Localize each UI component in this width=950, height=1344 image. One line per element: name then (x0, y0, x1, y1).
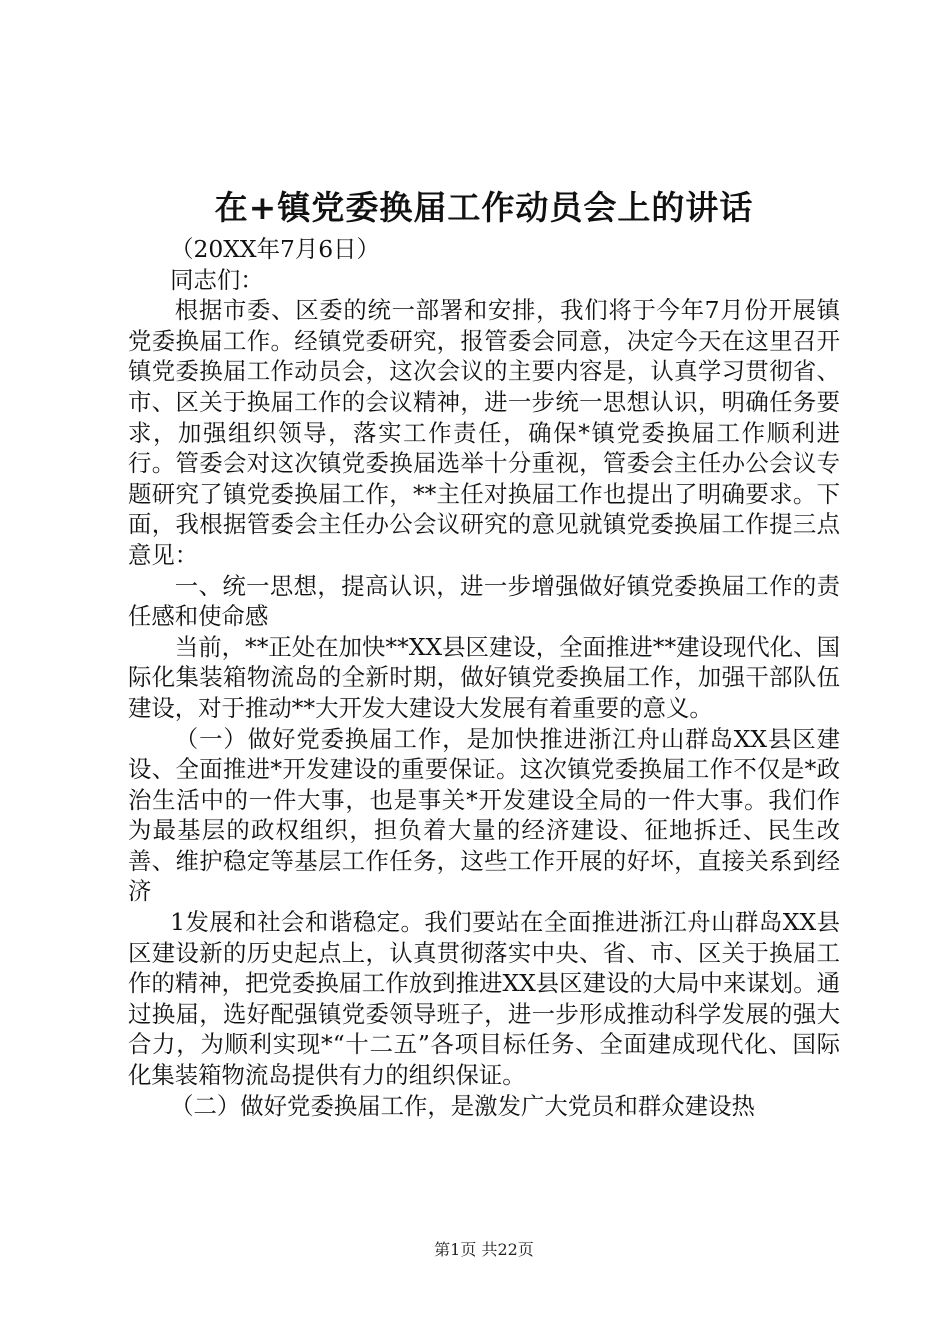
paragraph-point-2: （二）做好党委换届工作，是激发广大党员和群众建设热 (170, 1091, 755, 1120)
paragraph-intro: 根据市委、区委的统一部署和安排，我们将于今年7月份开展镇党委换届工作。经镇党委研究，报管委会同意，决定今天在这里召开镇党委换届工作动员会，这次会议的主要内容是，认真学习贯彻省、市、区关于换届工作的会议精神，进一步统一思想认识，明确任务要求，加强组织领导，落实工作责任，确保*镇党委换届工作顺利进行。管委会对这次镇党委换届选举十分重视，管委会主任办公会议专题研究了镇党委换届工作，**主任对换届工作也提出了明确要求。下面，我根据管委会主任办公会议研究的意见就镇党委换届工作提三点意见： (128, 296, 840, 569)
speech-date: （20XX年7月6日） (170, 235, 380, 263)
document-page (128, 0, 840, 1344)
page-footer: 第1页 共22页 (434, 1240, 534, 1259)
paragraph-continuation: 1发展和社会和谐稳定。我们要站在全面推进浙江舟山群岛XX县区建设新的历史起点上，认真贯彻落实中央、省、市、区关于换届工作的精神，把党委换届工作放到推进XX县区建设的大局中来谋划。通过换届，选好配强镇党委领导班子，进一步形成推动科学发展的强大合力，为顺利实现*“十二五”各项目标任务、全面建成现代化、国际化集装箱物流岛提供有力的组织保证。 (128, 908, 840, 1090)
paragraph-point-1: （一）做好党委换届工作，是加快推进浙江舟山群岛XX县区建设、全面推进*开发建设的重要保证。这次镇党委换届工作不仅是*政治生活中的一件大事，也是事关*开发建设全局的一件大事。我们作为最基层的政权组织，担负着大量的经济建设、征地拆迁、民生改善、维护稳定等基层工作任务，这些工作开展的好坏，直接关系到经济 (128, 724, 840, 906)
document-body (128, 234, 840, 1121)
salutation: 同志们： (170, 265, 264, 294)
document-title: 在+镇党委换届工作动员会上的讲话 (214, 188, 754, 227)
section-heading-1: 一、统一思想，提高认识，进一步增强做好镇党委换届工作的责任感和使命感 (128, 571, 840, 631)
paragraph-current-situation: 当前，**正处在加快**XX县区建设，全面推进**建设现代化、国际化集装箱物流岛的全新时期，做好镇党委换届工作，加强干部队伍建设，对于推动**大开发大建设大发展有着重要的意义。 (128, 632, 840, 722)
